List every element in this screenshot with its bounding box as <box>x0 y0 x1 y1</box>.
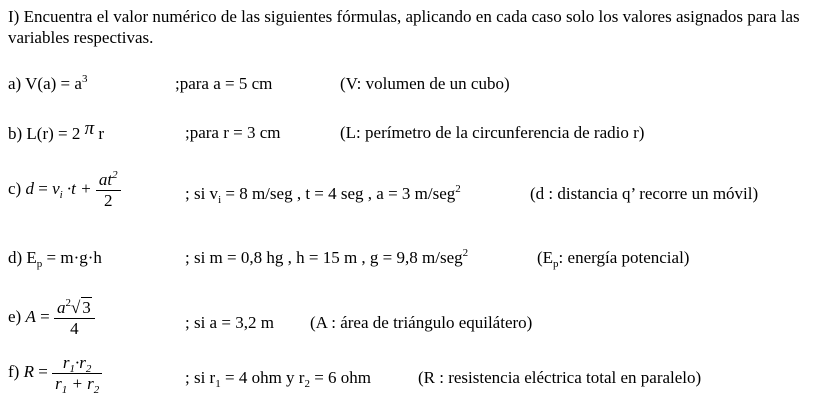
exercise-c <box>8 170 121 211</box>
exercise-a <box>8 74 87 94</box>
given-b: ;para r = 3 cm <box>185 123 281 142</box>
formula-f: f) R = $\frac{r_1\cdot r_2}{r_1 + r_2}$ <box>8 362 102 381</box>
description-f: (R : resistencia eléctrica total en paralelo) <box>418 368 702 387</box>
fraction-c: $\frac{at^2}{2}$ <box>96 170 121 211</box>
given-c: ; si $v_i = 8$ m/seg , t = 4 seg , a = 3 m/seg$^2$ <box>185 183 461 206</box>
exercise-b <box>8 118 105 145</box>
instructions-text: I) Encuentra el valor numérico de las siguientes fórmulas, aplicando en cada caso solo los valores asignados para las variables respectivas. <box>8 7 800 47</box>
formula-e: e) A = $\frac{a^2√ 3}{4}$ <box>8 307 95 326</box>
given-d: ; si m = 0,8 hg , h = 15 m , g = 9,8 m/seg$^2$ <box>185 247 469 267</box>
given-e: ; si a = 3,2 m <box>185 313 274 332</box>
fraction-f: $\frac{r_1\cdot r_2}{r_1 + r_2}$ <box>52 353 102 394</box>
description-c: (d : distancia q’ recorre un móvil) <box>530 184 759 203</box>
exercise-e <box>8 297 95 339</box>
given-f: ; si $r_1 = 4$ ohm y $r_2 = 6$ ohm <box>185 368 372 390</box>
sqrt-3: 3 <box>82 298 91 317</box>
formula-a: a) $V(a) = a^3$ <box>8 73 88 93</box>
description-d: ($E_p$: energía potencial) <box>537 248 690 270</box>
formula-c: c) $d = v_i \cdot t$ + $\frac{at^2}{2}$ <box>8 179 121 198</box>
exercise-f <box>8 353 102 394</box>
exercise-d <box>8 248 102 268</box>
fraction-e: $\frac{a^2√ 3}{4}$ <box>54 297 95 339</box>
formula-d: d) $E_p = m\cdot g\cdot h$ <box>8 248 102 270</box>
given-a: ;para a = 5 cm <box>175 74 273 93</box>
description-b: (L: perímetro de la circunferencia de radio r) <box>340 123 645 142</box>
pi-symbol: π <box>84 118 95 139</box>
formula-b: b) L(r) = 2 π r <box>8 118 105 143</box>
description-a: (V: volumen de un cubo) <box>340 74 510 93</box>
description-e: (A : área de triángulo equilátero) <box>310 313 533 332</box>
